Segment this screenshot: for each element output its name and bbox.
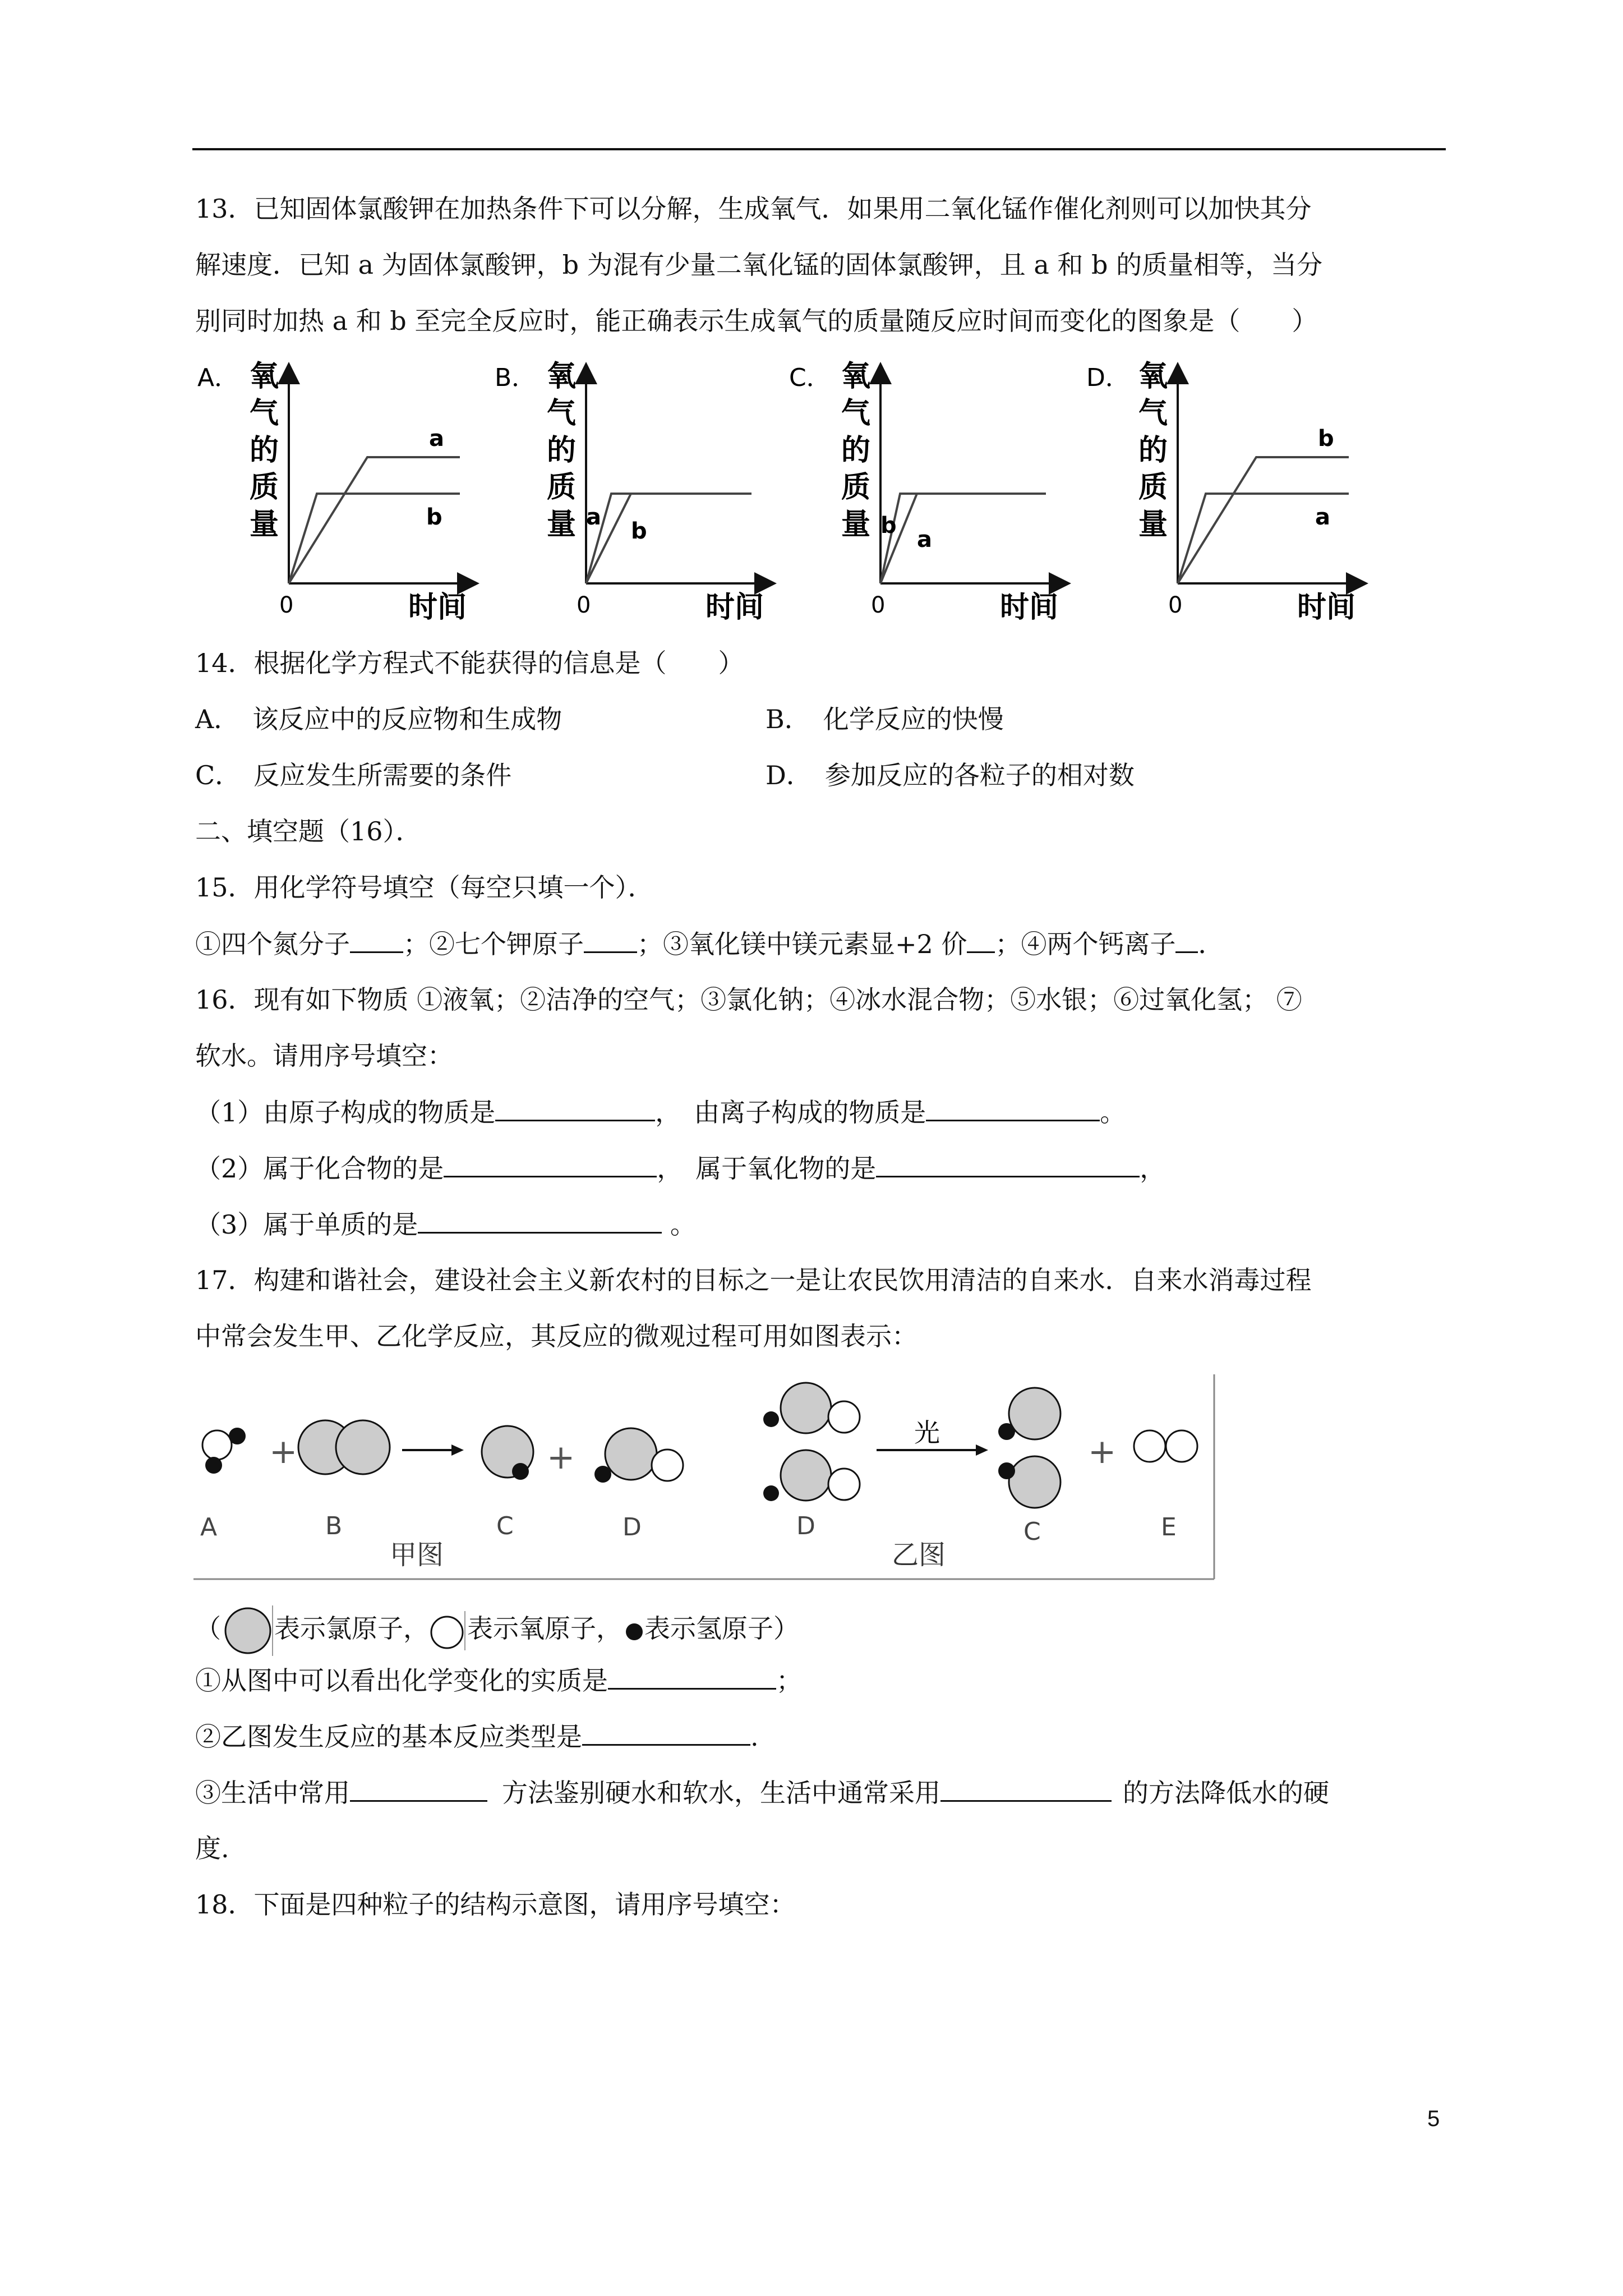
q17-s3a: ③生活中常用 bbox=[195, 1778, 350, 1808]
q17-sub3 bbox=[195, 1775, 1329, 1810]
q16-s1a: （1）由原子构成的物质是 bbox=[195, 1097, 496, 1128]
q17-sub2 bbox=[195, 1719, 759, 1754]
x-axis-label: 时间 bbox=[1297, 591, 1356, 623]
q17-blank-3[interactable] bbox=[350, 1775, 487, 1802]
legend-h: 表示氢原子） bbox=[644, 1613, 799, 1644]
q15-blank-2[interactable] bbox=[584, 927, 637, 953]
q15-blanks bbox=[195, 927, 1224, 961]
q18-stem: 18．下面是四种粒子的结构示意图，请用序号填空： bbox=[195, 1889, 796, 1920]
y-axis-label-char: 质 bbox=[1138, 471, 1168, 504]
x-axis-label: 时间 bbox=[408, 591, 467, 623]
molecule-e bbox=[1134, 1430, 1197, 1462]
q16-s3b: 。 bbox=[662, 1209, 696, 1240]
q13-line2: 解速度．已知 a 为固体氯酸钾，b 为混有少量二氧化锰的固体氯酸钾，且 a 和 b 的质量相等，当分 bbox=[195, 250, 1323, 280]
header-rule bbox=[192, 148, 1446, 150]
q15-p4: ；④两个钙离子 bbox=[995, 929, 1176, 959]
q14-option-b: B． 化学反应的快慢 bbox=[766, 704, 1004, 734]
q17-blank-2[interactable] bbox=[582, 1719, 750, 1746]
molecule-d2-top bbox=[763, 1383, 860, 1433]
q17-s3c: 的方法降低水的硬 bbox=[1123, 1778, 1329, 1808]
label-a: A bbox=[200, 1513, 218, 1542]
series-label-upper: b bbox=[1318, 426, 1334, 452]
q16-s1c: 。 bbox=[1100, 1097, 1126, 1128]
label-d: D bbox=[623, 1513, 642, 1542]
q14-stem: 14．根据化学方程式不能获得的信息是（ ） bbox=[195, 648, 744, 678]
q16-s2c: ， bbox=[1140, 1153, 1166, 1184]
y-axis-label-char: 气 bbox=[841, 397, 871, 430]
q16-blank-2[interactable] bbox=[926, 1095, 1100, 1121]
molecule-c2-top bbox=[998, 1388, 1061, 1440]
label-e: E bbox=[1161, 1513, 1177, 1542]
q16-s2b: ， 属于氧化物的是 bbox=[657, 1153, 877, 1184]
label-d2: D bbox=[796, 1512, 815, 1540]
q13-graph-3 bbox=[1086, 360, 1357, 623]
label-yi: 乙图 bbox=[892, 1539, 946, 1571]
molecule-c bbox=[482, 1426, 533, 1480]
graph-option-label: C． bbox=[789, 364, 831, 392]
series-line-upper bbox=[880, 494, 1046, 583]
y-axis-label-char: 气 bbox=[1138, 397, 1168, 430]
label-c: C bbox=[496, 1512, 514, 1540]
q17-blank-1[interactable] bbox=[608, 1663, 776, 1690]
q16-line2: 软水。请用序号填空： bbox=[195, 1041, 453, 1071]
y-axis-label-char: 量 bbox=[547, 508, 577, 541]
q14-option-c: C． 反应发生所需要的条件 bbox=[195, 760, 512, 790]
label-jia: 甲图 bbox=[390, 1539, 444, 1571]
page-number: 5 bbox=[1427, 2106, 1440, 2131]
series-line-upper bbox=[586, 494, 751, 583]
q17-s3d: 度. bbox=[195, 1833, 229, 1864]
y-axis-label-char: 的 bbox=[547, 434, 577, 467]
section-title: 二、填空题（16）． bbox=[195, 816, 422, 846]
y-axis-label-char: 气 bbox=[547, 397, 577, 430]
q17-sub1 bbox=[195, 1663, 802, 1697]
q16-s1b: ， 由离子构成的物质是 bbox=[655, 1097, 926, 1128]
light-label: 光 bbox=[914, 1418, 940, 1448]
q17-figure bbox=[193, 1374, 1220, 1582]
q16-blank-4[interactable] bbox=[876, 1151, 1140, 1177]
q13-graph-0 bbox=[197, 360, 468, 623]
legend-o: 表示氧原子， bbox=[467, 1613, 622, 1644]
label-b: B bbox=[325, 1512, 343, 1540]
q17-s1a: ①从图中可以看出化学变化的实质是 bbox=[195, 1665, 608, 1696]
legend-open: （ bbox=[195, 1613, 221, 1644]
origin-label: 0 bbox=[577, 592, 591, 618]
series-label-upper: a bbox=[586, 504, 601, 530]
q14-option-d: D． 参加反应的各粒子的相对数 bbox=[766, 760, 1135, 790]
y-axis-label-char: 氧 bbox=[250, 360, 279, 393]
oxygen-atom-icon bbox=[429, 1611, 467, 1650]
x-axis-label: 时间 bbox=[1000, 591, 1059, 623]
y-axis-label-char: 的 bbox=[841, 434, 871, 467]
y-axis-label-char: 氧 bbox=[547, 360, 577, 393]
origin-label: 0 bbox=[1168, 592, 1183, 618]
q17-s2b: . bbox=[750, 1722, 759, 1752]
q16-blank-1[interactable] bbox=[495, 1095, 655, 1121]
q17-legend bbox=[195, 1605, 799, 1656]
y-axis-label-char: 量 bbox=[250, 508, 279, 541]
q16-s3a: （3）属于单质的是 bbox=[195, 1209, 418, 1240]
q17-s3b: 方法鉴别硬水和软水，生活中通常采用 bbox=[502, 1778, 940, 1808]
label-c2: C bbox=[1023, 1517, 1041, 1546]
origin-label: 0 bbox=[871, 592, 886, 618]
q14-option-a: A． 该反应中的反应物和生成物 bbox=[195, 704, 562, 734]
q13-graph-2 bbox=[789, 360, 1060, 623]
y-axis-label-char: 质 bbox=[841, 471, 871, 504]
q13-graphs bbox=[191, 353, 1458, 623]
q15-p1: ①四个氮分子 bbox=[195, 929, 350, 959]
y-axis-label-char: 气 bbox=[250, 397, 279, 430]
q16-sub1 bbox=[195, 1095, 1126, 1129]
graph-option-label: B． bbox=[495, 364, 537, 392]
series-label-lower: b bbox=[631, 518, 647, 544]
q15-blank-1[interactable] bbox=[350, 927, 403, 953]
q17-blank-4[interactable] bbox=[940, 1775, 1112, 1802]
y-axis-label-char: 氧 bbox=[841, 360, 871, 393]
q13-graph-1 bbox=[495, 360, 766, 623]
molecule-d2-bottom bbox=[763, 1450, 860, 1501]
q15-stem: 15．用化学符号填空（每空只填一个）． bbox=[195, 872, 654, 903]
q15-p3: ；③氧化镁中镁元素显+2 价 bbox=[637, 929, 967, 959]
molecule-d bbox=[594, 1428, 683, 1483]
plus-1: + bbox=[269, 1432, 298, 1471]
origin-label: 0 bbox=[279, 592, 294, 618]
series-label-lower: a bbox=[917, 527, 932, 553]
graph-option-label: A． bbox=[197, 364, 239, 392]
q15-blank-4[interactable] bbox=[1175, 927, 1198, 953]
q16-sub2 bbox=[195, 1151, 1165, 1185]
q17-line1: 17．构建和谐社会，建设社会主义新农村的目标之一是让农民饮用清洁的自来水．自来水消毒过程 bbox=[195, 1265, 1312, 1295]
series-label-upper: b bbox=[880, 513, 897, 539]
y-axis-label-char: 质 bbox=[547, 471, 577, 504]
legend-cl: 表示氯原子， bbox=[274, 1613, 429, 1644]
series-label-lower: a bbox=[1315, 504, 1330, 530]
q16-blank-5[interactable] bbox=[418, 1207, 662, 1234]
y-axis-label-char: 的 bbox=[250, 434, 279, 467]
q13-line3: 别同时加热 a 和 b 至完全反应时，能正确表示生成氧气的质量随反应时间而变化的图象是（ ） bbox=[195, 306, 1318, 336]
q17-line2: 中常会发生甲、乙化学反应，其反应的微观过程可用如图表示： bbox=[195, 1321, 917, 1351]
q16-s2a: （2）属于化合物的是 bbox=[195, 1153, 444, 1184]
y-axis-label-char: 质 bbox=[250, 471, 279, 504]
q15-blank-3[interactable] bbox=[967, 927, 995, 953]
y-axis-label-char: 量 bbox=[841, 508, 871, 541]
series-label-lower: b bbox=[426, 504, 442, 530]
molecule-b bbox=[298, 1420, 390, 1474]
graph-option-label: D． bbox=[1086, 364, 1130, 392]
y-axis-label-char: 量 bbox=[1138, 508, 1168, 541]
series-line-lower bbox=[880, 494, 917, 583]
q16-line1: 16．现有如下物质 ①液氧；②洁净的空气；③氯化钠；④冰水混合物；⑤水银；⑥过氧化氢； ⑦ bbox=[195, 984, 1302, 1015]
molecule-c2-bottom bbox=[998, 1456, 1061, 1508]
hydrogen-atom-icon bbox=[622, 1619, 644, 1642]
q17-s1b: ； bbox=[776, 1665, 802, 1696]
q13-line1: 13．已知固体氯酸钾在加热条件下可以分解，生成氧气．如果用二氧化锰作催化剂则可以加快其分 bbox=[195, 194, 1312, 224]
chlorine-atom-icon bbox=[221, 1605, 274, 1656]
series-label-upper: a bbox=[429, 426, 444, 452]
y-axis-label-char: 的 bbox=[1138, 434, 1168, 467]
q16-sub3 bbox=[195, 1207, 696, 1241]
plus-3: + bbox=[1088, 1432, 1117, 1471]
x-axis-label: 时间 bbox=[706, 591, 764, 623]
plus-2: + bbox=[547, 1438, 575, 1477]
y-axis-label-char: 氧 bbox=[1138, 360, 1168, 393]
molecule-a bbox=[202, 1428, 246, 1474]
q15-p2: ；②七个钾原子 bbox=[403, 929, 584, 959]
q17-s2a: ②乙图发生反应的基本反应类型是 bbox=[195, 1722, 582, 1752]
q15-p5: ． bbox=[1198, 929, 1224, 959]
q16-blank-3[interactable] bbox=[444, 1151, 657, 1177]
